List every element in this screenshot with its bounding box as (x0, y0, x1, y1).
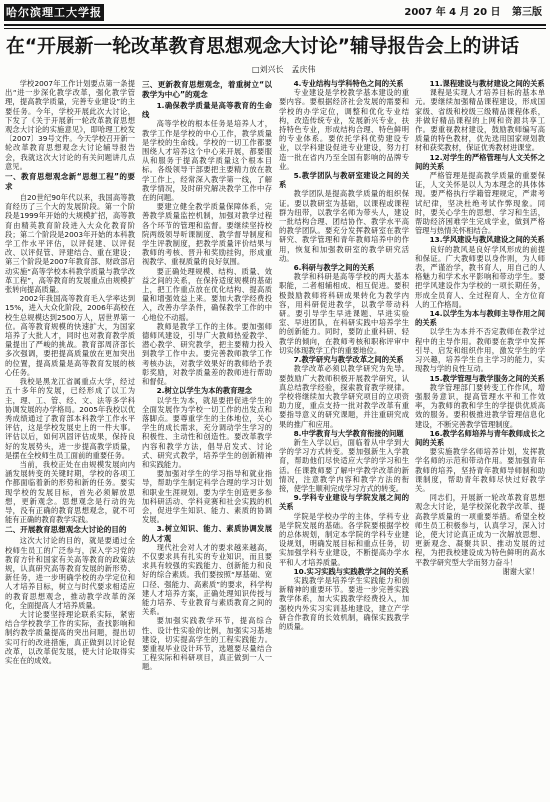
article-title: 在“开展新一轮改革教育思想观念大讨论”辅导报告会上的讲话 (6, 36, 519, 57)
subsection-heading: 13.学风建设与教风建设之间的关系 (429, 235, 545, 245)
body-paragraph: 教学团队是提高教学质量的组织保证。要以教研室为基础，以课程或课程群为纽带，以教学名师为带头人，建设一批结构合理、团结协作、教学水平高的教学团队。要充分发挥教研室在教学研究、教学管理和青年教师培养中的作用，恢复和加强教研室的教学研究活动。 (279, 189, 409, 263)
body-paragraph: 以学生为本，就是要把促进学生的全面发展作为学校一切工作的出发点和落脚点。要尊重学生的主体地位，关心学生的成长需求，充分调动学生学习的积极性、主动性和创造性。要改革教学内容和教学方法，倡导启发式、讨论式、研究式教学，培养学生的创新精神和实践能力。 (142, 395, 272, 469)
body-paragraph: 要正确处理规模、结构、质量、效益之间的关系，在保持适度规模的基础上，把工作重点放在优化结构、提高质量和增强效益上来。要加大教学经费投入，改善办学条件，确保教学工作的中心地位不动摇。 (142, 266, 272, 322)
body-paragraph: 学院是学校办学的主体，学科专业是学院发展的基础。各学院要根据学校的总体规划，制定本学院的学科专业建设规划，明确发展目标和重点任务，切实加强学科专业建设，不断提高办学水平和人才培养质量。 (279, 511, 409, 567)
body-paragraph: 自20世纪90年代以来，我国高等教育经历了三个大的发展阶段。第一个阶段是1999年开始的大规模扩招，高等教育由精英教育阶段进入大众化教育阶段；第二个阶段是2003年开始的本科教学工作水平评估，以评促建、以评促改、以评促管、评建结合、重在建设；第三个阶段是2007年教育部、财政部启动实施“高等学校本科教学质量与教学改革工程”，高等教育的发展重点由规模扩张转向提高质量。 (5, 193, 135, 295)
body-paragraph: 要加强实践教学环节，提高综合性、设计性实验的比例，加强实习基地建设，切实提高学生的工程实践能力。要重视毕业设计环节，选题要尽量结合工程实际和科研项目，真正做到一人一题。 (142, 616, 272, 672)
body-paragraph: 当前，我校正处在由规模发展向内涵发展转变的关键时期，学校的各项工作都面临着新的形势和新的任务。要实现学校的发展目标，首先必须解放思想，更新观念。思想观念是行动的先导，没有正确的教育思想观念，就不可能有正确的教育教学实践。 (5, 459, 135, 525)
section-heading: 三、更新教育思想观念，着重树立“以教学为中心”的观念 (142, 80, 272, 99)
body-paragraph: 新生入学以后，面临着从中学到大学的学习方式转变。要加强新生入学教育，帮助他们尽快适应大学的学习和生活。任课教师要了解中学教学改革的新情况，注意教学内容和教学方法的衔接，使学生顺利完成学习方式的转变。 (279, 437, 409, 493)
body-paragraph: 严格管理是提高教学质量的重要保证，人文关怀是以人为本理念的具体体现。要严格执行学籍管理规定，严肃考试纪律，坚决杜绝考试作弊现象。同时，要关心学生的思想、学习和生活，帮助经济困难学生完成学业，做到严格管理与热情关怀相结合。 (415, 171, 545, 236)
body-paragraph: 这次大讨论的目的，就是要通过全校师生员工的广泛参与，深入学习党的教育方针和国家有关高等教育的政策法规，认真研究高等教育发展的新形势、新任务，进一步明确学校的办学定位和人才培养目标，树立与时代要求相适应的教育思想观念，推动教学改革的深化，全面提高人才培养质量。 (5, 536, 135, 610)
issue-info (396, 6, 542, 19)
body-column-3 (279, 79, 409, 796)
body-paragraph: 要实施教学名师培养计划，发挥教学名师的示范和带动作用。要加强青年教师的培养，坚持青年教师导师制和助课制度，帮助青年教师尽快过好教学关。 (415, 447, 545, 493)
body-paragraph: 教学改革必须以教学研究为先导。要鼓励广大教师积极开展教学研究，认真总结教学经验，探索教育教学规律。学校将继续加大教学研究项目的立项资助力度，重点支持一批对教学改革有重要指导意义的研究课题，并注重研究成果的推广和应用。 (279, 364, 409, 429)
paper-name-badge: 哈尔滨理工大学报 (6, 6, 102, 19)
body-paragraph: 教学管理部门要转变工作作风，增强服务意识，提高管理水平和工作效率，为教师的教和学生的学提供优质高效的服务。要积极推进教学管理信息化建设，不断完善教学管理制度。 (415, 382, 545, 429)
subsection-heading: 14.以学生为本与教师主导作用之间的关系 (415, 309, 545, 328)
section-heading: 一、教育思想观念新“思想工程”的要求 (5, 172, 135, 192)
body-column-1 (5, 79, 135, 796)
body-paragraph: 要建立健全教学质量保障体系，完善教学质量监控机制，加强对教学过程各个环节的管理和监督。要继续坚持校院两级领导听课制度、教学督导制度和学生评教制度，把教学质量评价结果与教师的考核、晋升和奖励挂钩，形成重视教学、重视质量的良好氛围。 (142, 202, 272, 267)
body-paragraph: 良好的教风是良好学风形成的前提和保证。广大教师要以身作则，为人师表，严谨治学，教书育人，用自己的人格魅力和学术水平影响和带动学生。要把学风建设作为学校的一项长期任务，形成全员育人、全过程育人、全方位育人的工作格局。 (415, 244, 545, 309)
subsection-heading: 10.实习实践与实践教学之间的关系 (293, 566, 409, 576)
subsection-heading: 1.确保教学质量是高等教育的生命线 (142, 101, 272, 120)
subsection-heading: 3.树立知识、能力、素质协调发展的人才观 (142, 524, 272, 543)
subsection-heading: 9.学科专业建设与学院发展之间的关系 (279, 493, 409, 512)
page-number: 第三版 (512, 7, 542, 18)
body-paragraph: 同志们，开展新一轮改革教育思想观念大讨论，是学校深化教学改革、提高教学质量的一项重要举措。希望全校师生员工积极参与，认真学习，深入讨论，使大讨论真正成为一次解放思想、更新观念、凝聚共识、推动发展的过程，为把我校建设成为特色鲜明的高水平教学研究型大学而努力奋斗！ (415, 493, 545, 567)
subsection-heading: 11.课程建设与教材建设之间的关系 (429, 79, 545, 88)
body-paragraph: 课程是实现人才培养目标的基本单元。要继续加强精品课程建设，形成国家级、省级和校级三级精品课程体系，并做好精品课程的上网和资源共享工作。要重视教材建设，鼓励教师编写高质量的特色教材，优先选用国家规划教材和获奖教材，保证优秀教材进课堂。 (415, 88, 545, 153)
body-paragraph: 以学生为本并不否定教师在教学过程中的主导作用。教师要在教学中发挥引导、启发和组织作用，激发学生的学习兴趣，培养学生自主学习的能力，实现教与学的良性互动。 (415, 327, 545, 374)
body-column-4 (415, 79, 545, 796)
body-paragraph: 专业建设是学校教学基本建设的重要内容。要根据经济社会发展的需要和学校的办学定位，调整和优化专业结构，改造传统专业，发展新兴专业，扶持特色专业，形成结构合理、特色鲜明的专业体系。要依托学科优势建设专业，以学科建设促进专业建设，努力打造一批在省内乃至全国有影响的品牌专业。 (279, 88, 409, 171)
closing-line: 谢谢大家！ (502, 566, 539, 576)
article-author: □刘兴长 孟庆伟 (252, 65, 316, 74)
subsection-heading: 15.教学管理与教学服务之间的关系 (429, 373, 545, 383)
body-paragraph: 2002年我国高等教育毛入学率达到15%，进入大众化阶段，2006年高校在校生总规模达到2500万人，居世界第一位。高等教育规模的快速扩大，为国家培养了大批人才，同时也对教育教学质量提出了严峻的挑战。教育部周济部长多次强调，要把提高质量放在更加突出的位置，提高质量是高等教育发展的核心任务。 (5, 294, 135, 377)
subsection-heading: 6.科研与教学之间的关系 (293, 263, 375, 273)
body-paragraph: 大讨论要坚持理论联系实际，紧密结合学校教学工作的实际，查找影响和制约教学质量提高的突出问题，提出切实可行的改进措施，真正做到以讨论促改革，以改革促发展，使大讨论取得实实在在的成效。 (5, 609, 135, 665)
subsection-heading: 12.对学生的严格管理与人文关怀之间的关系 (415, 152, 545, 171)
section-heading: 二、开展教育思想观念大讨论的目的 (5, 525, 127, 535)
subsection-heading: 4.专业结构与学科特色之间的关系 (293, 79, 404, 88)
header-rule (4, 24, 546, 26)
body-paragraph: 要加强对学生的学习指导和就业指导，帮助学生制定科学合理的学习计划和职业生涯规划。要为学生创造更多参加科研活动、学科竞赛和社会实践的机会，促进学生知识、能力、素质的协调发展。 (142, 469, 272, 525)
body-paragraph: 教师是教学工作的主体。要加强师德师风建设，引导广大教师热爱教学、潜心教学、研究教学，把主要精力投入到教学工作中去。要完善教师教学工作考核办法，对教学效果好的教师给予表彰奖励，对教学质量差的教师进行帮助和督促。 (142, 321, 272, 387)
body-paragraph: 现代社会对人才的要求越来越高，不仅要求具有扎实的专业知识，而且要求具有较强的实践能力、创新能力和良好的综合素质。我们要按照“厚基础、宽口径、强能力、高素质”的要求，科学构建人才培养方案，正确处理知识传授与能力培养、专业教育与素质教育之间的关系。 (142, 542, 272, 617)
body-paragraph: 我校是黑龙江省属重点大学，经过五十多年的发展，已经形成了以工为主，理、工、管、经、文、法等多学科协调发展的办学格局。2005年我校以优秀成绩通过了教育部本科教学工作水平评估，这是学校发展史上的一件大事。评估以后，如何巩固评估成果，保持良好的发展势头，进一步提高教学质量，是摆在全校师生员工面前的重要任务。 (5, 377, 135, 460)
header-rule-thin (4, 28, 546, 29)
body-paragraph: 高等学校的根本任务是培养人才，教学工作是学校的中心工作，教学质量是学校的生命线。学校的一切工作都要围绕人才培养这个中心来开展，都要服从和服务于提高教学质量这个根本目标。各级领导干部要把主要精力放在教学工作上，经常深入教学第一线，了解教学情况，及时研究解决教学工作中存在的问题。 (142, 119, 272, 203)
body-paragraph: 教学和科研是高等学校的两大基本职能，二者相辅相成、相互促进。要积极鼓励教师将科研成果转化为教学内容，用科研促进教学，以教学带动科研。要引导学生早进课题、早进实验室、早进团队，在科研实践中培养学生的创新能力。同时，要防止重科研、轻教学的倾向，在教师考核和职称评审中切实体现教学工作的重要地位。 (279, 272, 409, 355)
body-column-2 (142, 79, 272, 796)
subsection-heading: 16.教学名师培养与青年教师成长之间的关系 (415, 428, 545, 447)
body-paragraph: 实践教学是培养学生实践能力和创新精神的重要环节。要进一步完善实践教学体系，加大实践教学经费投入，加强校内外实习实训基地建设，建立产学研合作教育的长效机制，确保实践教学的质量。 (279, 575, 409, 631)
body-paragraph: 学校2007年工作计划要点第一条提出“进一步深化教学改革，强化教学管理，提高教学质量，完善专业建设”的主要任务。今年，学校开展此次大讨论，下发了《关于开展新一轮改革教育思想观念大讨论的实施意见》，即哈理工校发〔2007〕39号文件。今天学校召开新一轮改革教育思想观念大讨论辅导报告会，我就这次大讨论的有关问题讲几点意见。 (5, 79, 135, 171)
subsection-heading: 5.教学团队与教研室建设之间的关系 (279, 171, 409, 190)
subsection-heading: 8.中学教育与大学教育衔接的问题 (293, 428, 404, 438)
subsection-heading: 7.教学研究与教学改革之间的关系 (293, 355, 404, 365)
subsection-heading: 2.树立以学生为本的教育理念 (156, 386, 253, 396)
issue-date: 2007 年 4 月 20 日 (404, 7, 501, 18)
